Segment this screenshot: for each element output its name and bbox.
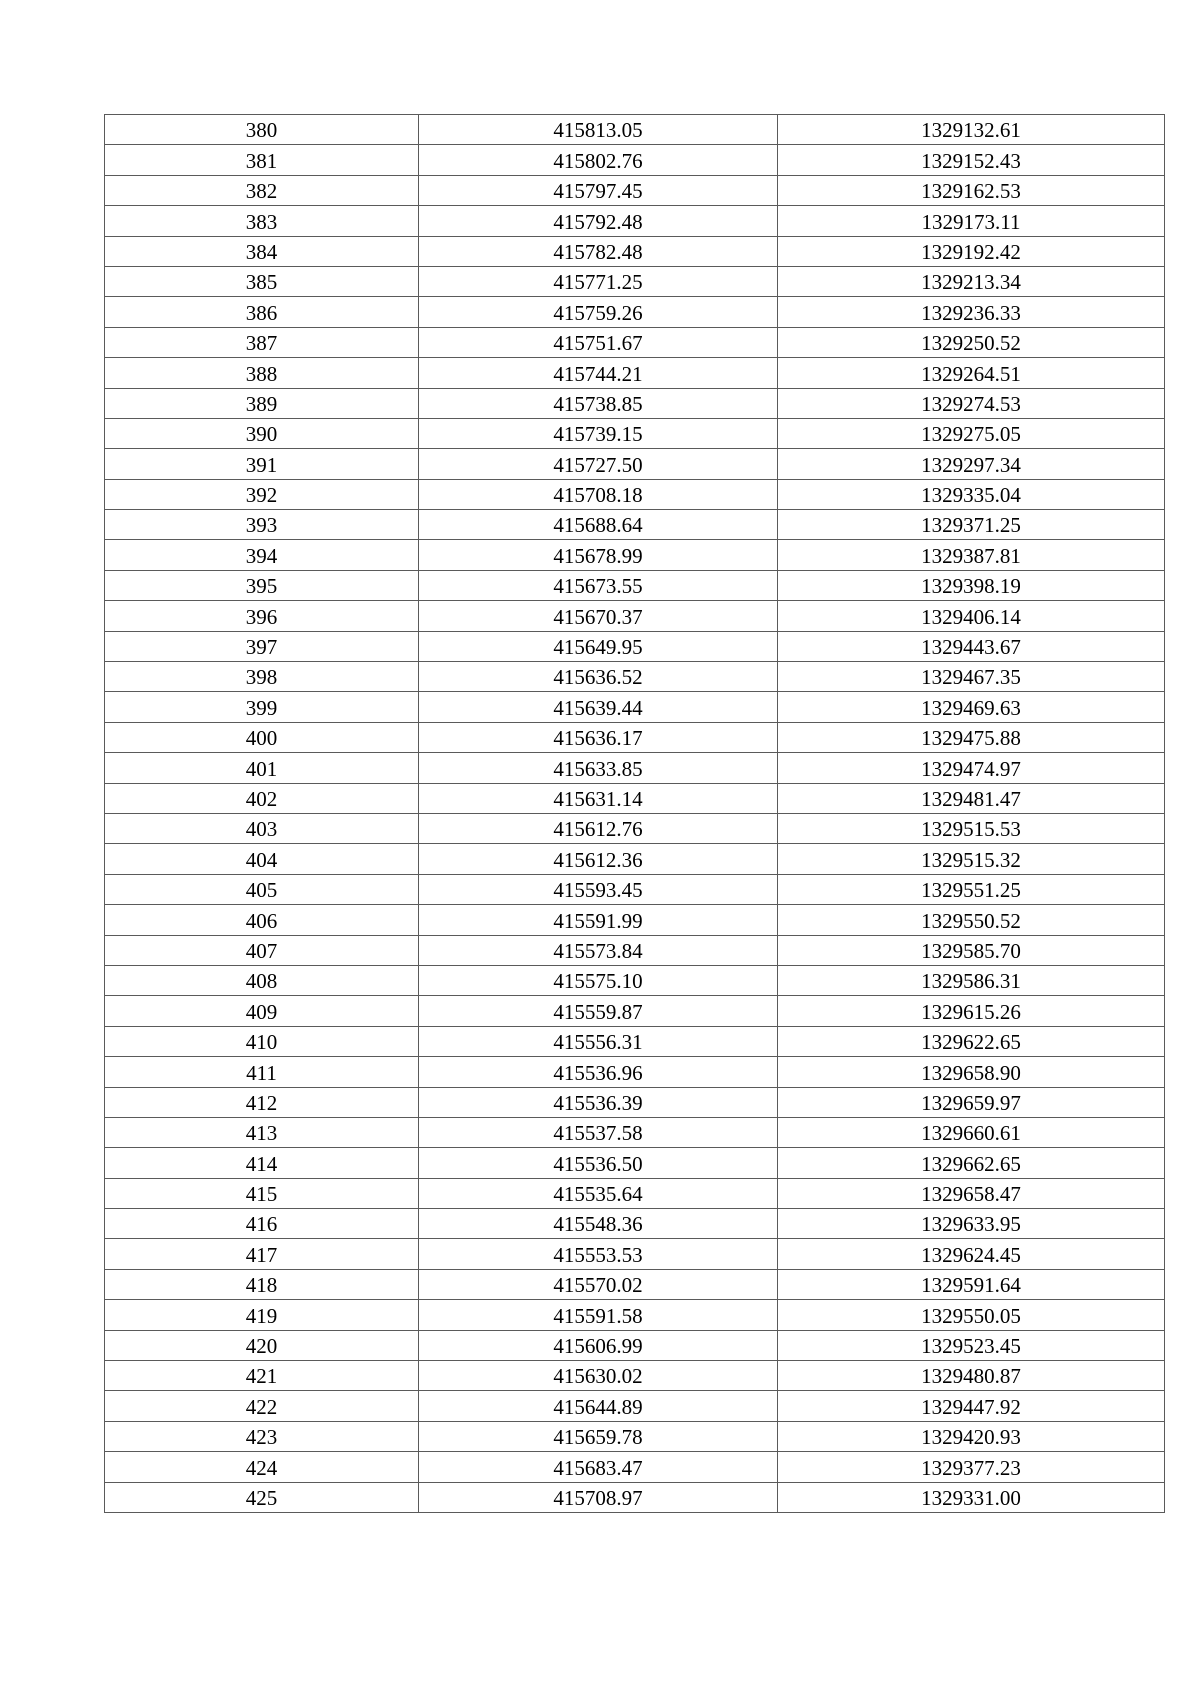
y-coordinate-cell: 1329236.33 [778, 297, 1165, 327]
y-coordinate-cell: 1329550.05 [778, 1300, 1165, 1330]
table-row [105, 266, 1165, 296]
point-number-cell: 399 [105, 692, 419, 722]
point-number-cell: 415 [105, 1178, 419, 1208]
point-number-cell: 383 [105, 206, 419, 236]
point-number-cell: 409 [105, 996, 419, 1026]
table-row [105, 813, 1165, 843]
point-number-cell: 402 [105, 783, 419, 813]
point-number-cell: 393 [105, 510, 419, 540]
x-coordinate-cell: 415782.48 [419, 236, 778, 266]
point-number-cell: 394 [105, 540, 419, 570]
x-coordinate-cell: 415536.96 [419, 1057, 778, 1087]
x-coordinate-cell: 415797.45 [419, 175, 778, 205]
point-number-cell: 417 [105, 1239, 419, 1269]
x-coordinate-cell: 415673.55 [419, 570, 778, 600]
table-row [105, 1026, 1165, 1056]
x-coordinate-cell: 415670.37 [419, 601, 778, 631]
table-row [105, 722, 1165, 752]
y-coordinate-cell: 1329192.42 [778, 236, 1165, 266]
table-row [105, 175, 1165, 205]
y-coordinate-cell: 1329591.64 [778, 1269, 1165, 1299]
y-coordinate-cell: 1329377.23 [778, 1452, 1165, 1482]
y-coordinate-cell: 1329633.95 [778, 1209, 1165, 1239]
point-number-cell: 384 [105, 236, 419, 266]
x-coordinate-cell: 415573.84 [419, 935, 778, 965]
table-row [105, 418, 1165, 448]
x-coordinate-cell: 415802.76 [419, 145, 778, 175]
x-coordinate-cell: 415631.14 [419, 783, 778, 813]
x-coordinate-cell: 415553.53 [419, 1239, 778, 1269]
x-coordinate-cell: 415559.87 [419, 996, 778, 1026]
y-coordinate-cell: 1329264.51 [778, 358, 1165, 388]
y-coordinate-cell: 1329475.88 [778, 722, 1165, 752]
y-coordinate-cell: 1329550.52 [778, 905, 1165, 935]
table-row [105, 631, 1165, 661]
x-coordinate-cell: 415639.44 [419, 692, 778, 722]
coordinates-table [104, 114, 1165, 1513]
y-coordinate-cell: 1329622.65 [778, 1026, 1165, 1056]
table-row [105, 449, 1165, 479]
table-row [105, 965, 1165, 995]
table-row [105, 1421, 1165, 1451]
point-number-cell: 413 [105, 1117, 419, 1147]
point-number-cell: 416 [105, 1209, 419, 1239]
x-coordinate-cell: 415591.58 [419, 1300, 778, 1330]
coordinates-table-body [105, 115, 1165, 1513]
table-row [105, 1087, 1165, 1117]
y-coordinate-cell: 1329132.61 [778, 115, 1165, 145]
table-row [105, 1209, 1165, 1239]
table-row [105, 844, 1165, 874]
point-number-cell: 386 [105, 297, 419, 327]
x-coordinate-cell: 415659.78 [419, 1421, 778, 1451]
table-row [105, 540, 1165, 570]
table-row [105, 206, 1165, 236]
x-coordinate-cell: 415612.36 [419, 844, 778, 874]
point-number-cell: 423 [105, 1421, 419, 1451]
y-coordinate-cell: 1329515.32 [778, 844, 1165, 874]
table-row [105, 874, 1165, 904]
point-number-cell: 397 [105, 631, 419, 661]
table-row [105, 662, 1165, 692]
table-row [105, 601, 1165, 631]
y-coordinate-cell: 1329474.97 [778, 753, 1165, 783]
y-coordinate-cell: 1329274.53 [778, 388, 1165, 418]
x-coordinate-cell: 415548.36 [419, 1209, 778, 1239]
point-number-cell: 418 [105, 1269, 419, 1299]
point-number-cell: 412 [105, 1087, 419, 1117]
table-row [105, 1361, 1165, 1391]
y-coordinate-cell: 1329658.90 [778, 1057, 1165, 1087]
x-coordinate-cell: 415759.26 [419, 297, 778, 327]
table-row [105, 996, 1165, 1026]
x-coordinate-cell: 415606.99 [419, 1330, 778, 1360]
y-coordinate-cell: 1329420.93 [778, 1421, 1165, 1451]
point-number-cell: 382 [105, 175, 419, 205]
y-coordinate-cell: 1329398.19 [778, 570, 1165, 600]
point-number-cell: 387 [105, 327, 419, 357]
x-coordinate-cell: 415630.02 [419, 1361, 778, 1391]
point-number-cell: 414 [105, 1148, 419, 1178]
point-number-cell: 381 [105, 145, 419, 175]
y-coordinate-cell: 1329469.63 [778, 692, 1165, 722]
table-row [105, 479, 1165, 509]
point-number-cell: 391 [105, 449, 419, 479]
point-number-cell: 404 [105, 844, 419, 874]
x-coordinate-cell: 415688.64 [419, 510, 778, 540]
table-row [105, 1148, 1165, 1178]
table-row [105, 1300, 1165, 1330]
point-number-cell: 425 [105, 1482, 419, 1512]
point-number-cell: 424 [105, 1452, 419, 1482]
table-row [105, 1330, 1165, 1360]
table-row [105, 1117, 1165, 1147]
x-coordinate-cell: 415537.58 [419, 1117, 778, 1147]
table-row [105, 905, 1165, 935]
point-number-cell: 398 [105, 662, 419, 692]
point-number-cell: 401 [105, 753, 419, 783]
y-coordinate-cell: 1329173.11 [778, 206, 1165, 236]
x-coordinate-cell: 415727.50 [419, 449, 778, 479]
point-number-cell: 403 [105, 813, 419, 843]
y-coordinate-cell: 1329660.61 [778, 1117, 1165, 1147]
y-coordinate-cell: 1329523.45 [778, 1330, 1165, 1360]
y-coordinate-cell: 1329615.26 [778, 996, 1165, 1026]
point-number-cell: 407 [105, 935, 419, 965]
y-coordinate-cell: 1329335.04 [778, 479, 1165, 509]
x-coordinate-cell: 415575.10 [419, 965, 778, 995]
point-number-cell: 395 [105, 570, 419, 600]
point-number-cell: 420 [105, 1330, 419, 1360]
table-row [105, 1057, 1165, 1087]
point-number-cell: 400 [105, 722, 419, 752]
y-coordinate-cell: 1329467.35 [778, 662, 1165, 692]
x-coordinate-cell: 415683.47 [419, 1452, 778, 1482]
y-coordinate-cell: 1329515.53 [778, 813, 1165, 843]
x-coordinate-cell: 415644.89 [419, 1391, 778, 1421]
x-coordinate-cell: 415636.52 [419, 662, 778, 692]
y-coordinate-cell: 1329551.25 [778, 874, 1165, 904]
table-row [105, 1178, 1165, 1208]
y-coordinate-cell: 1329658.47 [778, 1178, 1165, 1208]
x-coordinate-cell: 415612.76 [419, 813, 778, 843]
x-coordinate-cell: 415593.45 [419, 874, 778, 904]
point-number-cell: 390 [105, 418, 419, 448]
point-number-cell: 385 [105, 266, 419, 296]
table-row [105, 692, 1165, 722]
table-row [105, 1391, 1165, 1421]
y-coordinate-cell: 1329297.34 [778, 449, 1165, 479]
table-row [105, 753, 1165, 783]
y-coordinate-cell: 1329152.43 [778, 145, 1165, 175]
table-row [105, 570, 1165, 600]
y-coordinate-cell: 1329585.70 [778, 935, 1165, 965]
y-coordinate-cell: 1329659.97 [778, 1087, 1165, 1117]
x-coordinate-cell: 415739.15 [419, 418, 778, 448]
x-coordinate-cell: 415744.21 [419, 358, 778, 388]
table-row [105, 935, 1165, 965]
x-coordinate-cell: 415556.31 [419, 1026, 778, 1056]
y-coordinate-cell: 1329480.87 [778, 1361, 1165, 1391]
point-number-cell: 422 [105, 1391, 419, 1421]
point-number-cell: 392 [105, 479, 419, 509]
table-row [105, 1452, 1165, 1482]
x-coordinate-cell: 415536.39 [419, 1087, 778, 1117]
y-coordinate-cell: 1329371.25 [778, 510, 1165, 540]
x-coordinate-cell: 415633.85 [419, 753, 778, 783]
y-coordinate-cell: 1329406.14 [778, 601, 1165, 631]
point-number-cell: 406 [105, 905, 419, 935]
table-row [105, 327, 1165, 357]
x-coordinate-cell: 415536.50 [419, 1148, 778, 1178]
table-row [105, 510, 1165, 540]
y-coordinate-cell: 1329447.92 [778, 1391, 1165, 1421]
y-coordinate-cell: 1329162.53 [778, 175, 1165, 205]
x-coordinate-cell: 415678.99 [419, 540, 778, 570]
y-coordinate-cell: 1329481.47 [778, 783, 1165, 813]
point-number-cell: 405 [105, 874, 419, 904]
x-coordinate-cell: 415636.17 [419, 722, 778, 752]
x-coordinate-cell: 415708.18 [419, 479, 778, 509]
y-coordinate-cell: 1329443.67 [778, 631, 1165, 661]
y-coordinate-cell: 1329331.00 [778, 1482, 1165, 1512]
table-row [105, 1269, 1165, 1299]
y-coordinate-cell: 1329250.52 [778, 327, 1165, 357]
y-coordinate-cell: 1329387.81 [778, 540, 1165, 570]
point-number-cell: 408 [105, 965, 419, 995]
point-number-cell: 411 [105, 1057, 419, 1087]
table-row [105, 358, 1165, 388]
x-coordinate-cell: 415792.48 [419, 206, 778, 236]
point-number-cell: 396 [105, 601, 419, 631]
table-row [105, 115, 1165, 145]
table-row [105, 297, 1165, 327]
point-number-cell: 380 [105, 115, 419, 145]
point-number-cell: 389 [105, 388, 419, 418]
x-coordinate-cell: 415813.05 [419, 115, 778, 145]
y-coordinate-cell: 1329624.45 [778, 1239, 1165, 1269]
x-coordinate-cell: 415649.95 [419, 631, 778, 661]
x-coordinate-cell: 415751.67 [419, 327, 778, 357]
point-number-cell: 419 [105, 1300, 419, 1330]
x-coordinate-cell: 415738.85 [419, 388, 778, 418]
x-coordinate-cell: 415570.02 [419, 1269, 778, 1299]
point-number-cell: 421 [105, 1361, 419, 1391]
y-coordinate-cell: 1329275.05 [778, 418, 1165, 448]
point-number-cell: 410 [105, 1026, 419, 1056]
table-row [105, 783, 1165, 813]
y-coordinate-cell: 1329662.65 [778, 1148, 1165, 1178]
x-coordinate-cell: 415771.25 [419, 266, 778, 296]
table-row [105, 388, 1165, 418]
x-coordinate-cell: 415591.99 [419, 905, 778, 935]
y-coordinate-cell: 1329213.34 [778, 266, 1165, 296]
y-coordinate-cell: 1329586.31 [778, 965, 1165, 995]
table-row [105, 236, 1165, 266]
table-row [105, 1239, 1165, 1269]
table-row [105, 145, 1165, 175]
x-coordinate-cell: 415708.97 [419, 1482, 778, 1512]
table-row [105, 1482, 1165, 1512]
x-coordinate-cell: 415535.64 [419, 1178, 778, 1208]
point-number-cell: 388 [105, 358, 419, 388]
